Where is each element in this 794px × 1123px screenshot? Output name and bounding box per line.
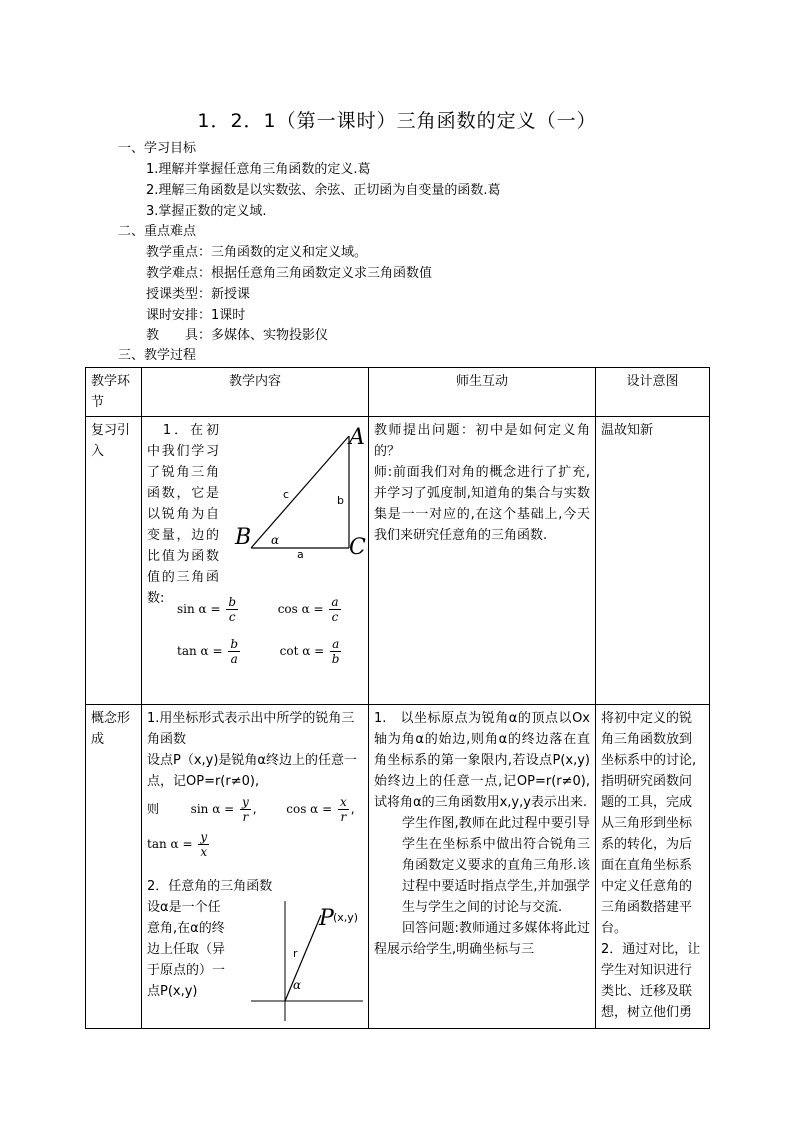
- intro-text: 1．在初中我们学习了锐角三角函数，它是以锐角为自变量，边的比值为函数值的三角函数:: [147, 423, 219, 606]
- tan-formula: tan α =: [147, 837, 193, 851]
- cos-fraction: $\frac{a}{c}$: [331, 595, 339, 624]
- header-interaction: 师生互动: [369, 368, 596, 417]
- formula-row: [147, 588, 369, 630]
- right-triangle-diagram: [227, 420, 369, 560]
- formula-row: [147, 826, 363, 862]
- content-para: 设点P（x,y)是锐角α终边上的任意一点，记OP=r(r≠0),: [147, 753, 357, 789]
- formula-block: [147, 588, 369, 672]
- cot-formula: cot α =: [279, 644, 325, 658]
- vertex-b-label: B: [235, 525, 252, 550]
- angle-alpha-label: α: [293, 978, 302, 992]
- cot-fraction: $\frac{a}{b}$: [331, 637, 340, 666]
- radius-r-label: r: [293, 947, 298, 960]
- cos-fraction: $\frac{x}{r}$: [339, 795, 347, 824]
- intent-cell: 温故知新: [596, 417, 710, 705]
- formula-row: 则 sin α = $\frac{y}{r}$ , cos α = $\frac{x}{r}$ ,: [147, 795, 355, 824]
- vertex-c-label: C: [349, 535, 366, 560]
- keypoint-item: 教学难点：根据任意角三角函数定义求三角函数值: [146, 266, 433, 281]
- section-heading-process: 三、教学过程: [118, 348, 197, 363]
- keypoint-item: 教学重点：三角函数的定义和定义域。: [146, 245, 368, 260]
- side-b-label: b: [337, 494, 344, 507]
- table-header-row: [86, 368, 710, 417]
- interaction-cell: [369, 417, 596, 705]
- side-a-label: a: [297, 548, 304, 560]
- header-intent: 设计意图: [596, 368, 710, 417]
- goal-item: 1.理解并掌握任意角三角函数的定义.葛: [146, 162, 371, 177]
- content-para: 设α是一个任意角,在α的终边上任取（异于原点的）一点P(x,y): [147, 900, 226, 999]
- header-content: 教学内容: [142, 368, 369, 417]
- goal-item: 3.掌握正数的定义域.: [146, 204, 267, 219]
- content-para: 1.用坐标形式表示出中所学的锐角三角函数: [147, 711, 355, 747]
- sin-fraction: $\frac{b}{c}$: [228, 595, 237, 624]
- content-para: 2．任意角的三角函数: [147, 879, 273, 894]
- cos-formula: cos α =: [277, 602, 324, 616]
- then-label: 则: [147, 802, 160, 816]
- keypoint-item: 课时安排：1课时: [146, 308, 246, 323]
- interaction-cell: [369, 705, 596, 1029]
- goal-item: 2.理解三角函数是以实数弦、余弦、正切函为自变量的函数.葛: [146, 183, 501, 198]
- intro-text-narrow: [147, 420, 219, 609]
- sin-formula: sin α =: [177, 602, 221, 616]
- cos-formula: cos α =: [286, 802, 333, 816]
- interaction-para: 学生作图,教师在此过程中要引导学生在坐标系中做出符合锐角三角函数定义要求的直角三角形.该过程中要适时指点学生,并加强学生与学生之间的讨论与交流.: [402, 816, 590, 915]
- point-p-label: P: [319, 906, 334, 931]
- content-cell: [142, 705, 369, 1029]
- side-c-label: c: [283, 488, 290, 501]
- sin-fraction: $\frac{y}{r}$: [242, 795, 249, 824]
- content-cell: [142, 417, 369, 705]
- vertex-a-label: A: [349, 425, 365, 450]
- intent-cell: [596, 705, 710, 1029]
- header-stage: 教学环节: [86, 368, 142, 417]
- keypoint-item: 教 具：多媒体、实物投影仪: [146, 328, 329, 343]
- teaching-process-table: [85, 367, 710, 1029]
- stage-cell: 概念形成: [86, 705, 142, 1029]
- interaction-para: 1. 以坐标原点为锐角α的顶点以Ox轴为角α的始边,则角α的终边落在直角坐标系的第一象限内,若设点P(x,y)始终边上的任意一点,记OP=r(r≠0),试将角α的三角函数用x,y,y表示出来.: [374, 711, 590, 810]
- angle-alpha-label: α: [271, 533, 280, 547]
- page-title: 1．2．1（第一课时）三角函数的定义（一）: [197, 110, 597, 132]
- sin-formula: sin α =: [190, 802, 235, 816]
- table-row: [86, 417, 710, 705]
- coordinate-diagram: [243, 897, 363, 1023]
- tan-formula: tan α =: [177, 644, 223, 658]
- stage-cell: 复习引入: [86, 417, 142, 705]
- tan-fraction: $\frac{y}{x}$: [200, 830, 208, 859]
- formula-row: [147, 630, 369, 672]
- table-row: [86, 705, 710, 1029]
- interaction-para: 回答问题:教师通过多媒体将此过程展示给学生,明确坐标与三: [374, 921, 590, 957]
- point-p-coord: (x,y): [333, 911, 359, 924]
- keypoint-item: 授课类型：新授课: [146, 287, 251, 302]
- section-heading-keypoints: 二、重点难点: [118, 224, 197, 239]
- section-heading-goals: 一、学习目标: [118, 141, 197, 156]
- tan-fraction: $\frac{b}{a}$: [230, 637, 239, 666]
- interaction-text: 教师提出问题：初中是如何定义角的？ 师:前面我们对角的概念进行了扩充,并学习了弧度制,知道角的集合与实数集是一一对应的,在这个基础上,今天我们来研究任意角的三角函数.: [374, 423, 590, 543]
- intent-text: 将初中定义的锐角三角函数放到坐标系中的讨论,指明研究函数问题的工具，完成从三角形到坐标系的转化，为后面在直角坐标系中定义任意角的三角函数搭建平台。 2．通过对比，让学生对知识进行类比、迁移及联想，树立他们勇: [601, 711, 701, 1020]
